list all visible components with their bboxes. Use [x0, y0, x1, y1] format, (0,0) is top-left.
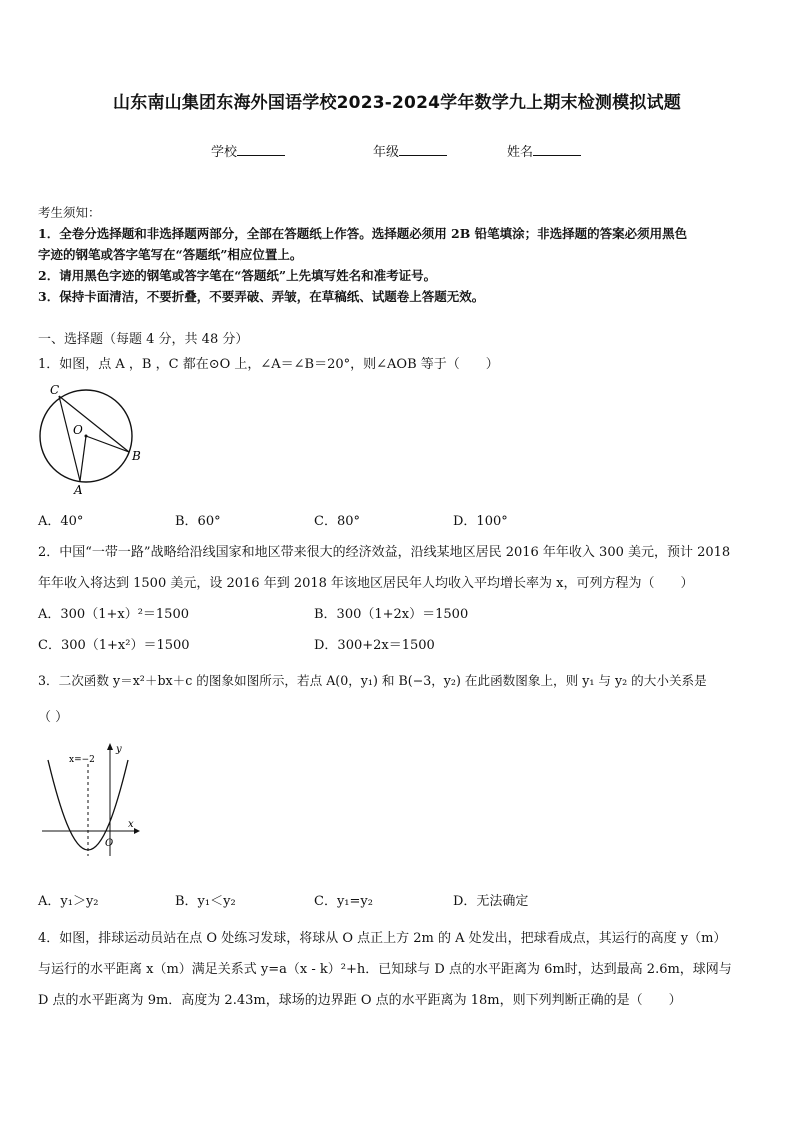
q3-option-b[interactable]: B．y₁＜y₂: [175, 894, 236, 909]
q1-option-b[interactable]: B．60°: [175, 514, 221, 529]
x-axis-arrow: [134, 828, 140, 834]
q1-option-a[interactable]: A．40°: [38, 514, 84, 529]
y-label: y: [116, 744, 122, 755]
q3-option-c[interactable]: C．y₁=y₂: [314, 894, 373, 909]
q2-option-b[interactable]: B．300（1+2x）＝1500: [314, 607, 469, 622]
q2-line-2: 年年收入将达到 1500 美元，设 2016 年到 2018 年该地区居民年人均收入平均增长率为 x，可列方程为（ ）: [38, 576, 694, 591]
school-field[interactable]: [211, 141, 285, 160]
q4-line-1: 4．如图，排球运动员站在点 O 处练习发球，将球从 O 点正上方 2m 的 A 处发出，把球看成点，其运行的高度 y（m）: [38, 931, 727, 946]
school-label: 学校: [211, 145, 238, 160]
section-heading: 一、选择题（每题 4 分，共 48 分）: [38, 332, 249, 347]
q1-circle-figure: [34, 382, 154, 497]
grade-blank[interactable]: [399, 143, 447, 156]
q4-line-3: D 点的水平距离为 9m．高度为 2.43m，球场的边界距 O 点的水平距离为 18m，则下列判断正确的是（ ）: [38, 993, 682, 1008]
school-blank[interactable]: [237, 143, 285, 156]
label-c: C: [50, 383, 60, 397]
name-field[interactable]: [507, 141, 581, 160]
q3-option-d[interactable]: D．无法确定: [453, 894, 529, 909]
notice-heading: 考生须知：: [38, 205, 101, 220]
q1-option-d[interactable]: D．100°: [453, 514, 508, 529]
q4-line-2: 与运行的水平距离 x（m）满足关系式 y=a（x - k）²+h．已知球与 D 点的水平距离为 6m时，达到最高 2.6m，球网与: [38, 962, 732, 977]
name-blank[interactable]: [533, 143, 581, 156]
chord-ca: [59, 396, 80, 481]
notice-item-3: 3．保持卡面清洁，不要折叠，不要弄破、弄皱，在草稿纸、试题卷上答题无效。: [38, 289, 485, 304]
origin-label: O: [105, 838, 114, 849]
q3-line-2: （ ）: [38, 710, 69, 725]
q2-option-c[interactable]: C．300（1+x²）＝1500: [38, 638, 190, 653]
q2-option-d[interactable]: D．300+2x＝1500: [314, 638, 435, 653]
q3-line-1: 3．二次函数 y＝x²＋bx＋c 的图象如图所示，若点 A(0，y₁) 和 B(−3，y₂) 在此函数图象上，则 y₁ 与 y₂ 的大小关系是: [38, 673, 707, 688]
grade-field[interactable]: [373, 141, 447, 160]
name-label: 姓名: [507, 145, 534, 160]
label-o: O: [73, 423, 83, 437]
q1-text: 1．如图，点 A ，B ，C 都在⊙O 上，∠A＝∠B＝20°，则∠AOB 等于（ ）: [38, 357, 499, 372]
q1-option-c[interactable]: C．80°: [314, 514, 360, 529]
label-b: B: [132, 449, 141, 463]
grade-label: 年级: [373, 145, 400, 160]
radius-ob: [86, 436, 129, 452]
notice-item-1-cont: 字迹的钢笔或答字笔写在“答题纸”相应位置上。: [38, 247, 303, 262]
notice-item-2: 2．请用黑色字迹的钢笔或答字笔在“答题纸”上先填写姓名和准考证号。: [38, 268, 437, 283]
q3-parabola-figure: [38, 740, 148, 860]
center-point: [85, 435, 88, 438]
radius-oa: [80, 436, 86, 481]
q2-option-a[interactable]: A．300（1+x）²＝1500: [38, 607, 189, 622]
symmetry-label: x=−2: [69, 755, 95, 765]
q2-line-1: 2．中国“一带一路”战略给沿线国家和地区带来很大的经济效益，沿线某地区居民 2016 年年收入 300 美元，预计 2018: [38, 545, 731, 560]
page-title: 山东南山集团东海外国语学校2023-2024学年数学九上期末检测模拟试题: [113, 93, 681, 113]
label-a: A: [74, 483, 83, 497]
x-label: x: [128, 819, 134, 830]
q3-option-a[interactable]: A．y₁＞y₂: [38, 894, 99, 909]
notice-item-1: 1．全卷分选择题和非选择题两部分，全部在答题纸上作答。选择题必须用 2B 铅笔填涂；非选择题的答案必须用黑色: [38, 226, 688, 241]
y-axis-arrow: [107, 743, 113, 750]
